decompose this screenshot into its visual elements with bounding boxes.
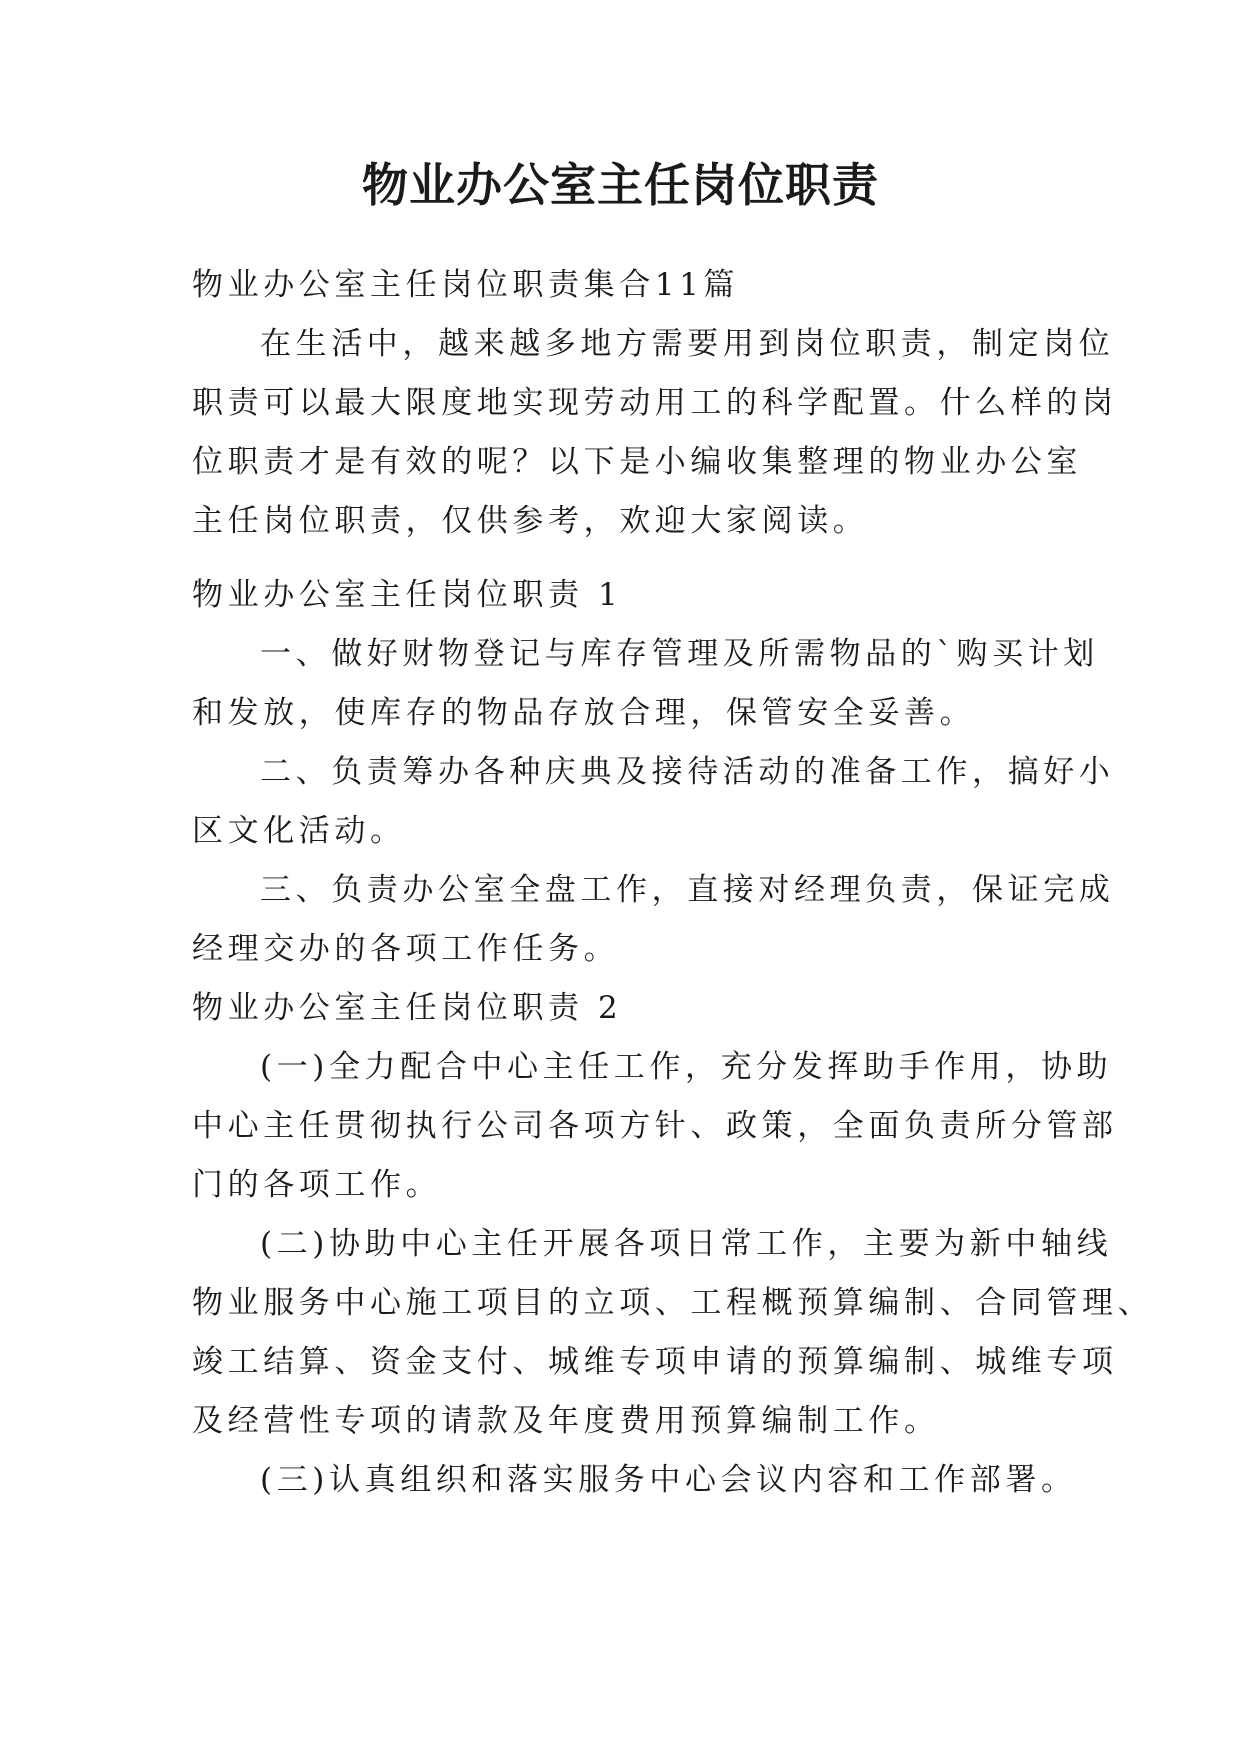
section-line: 门的各项工作。: [192, 1167, 442, 1203]
section-line: (三)认真组织和落实服务中心会议内容和工作部署。: [260, 1462, 1077, 1498]
intro-line: 在生活中，越来越多地方需要用到岗位职责，制定岗位: [260, 326, 1115, 362]
section-line: 区文化活动。: [192, 813, 406, 849]
document-title: 物业办公室主任岗位职责: [362, 158, 879, 212]
section-line: (一)全力配合中心主任工作，充分发挥助手作用，协助: [260, 1049, 1113, 1085]
section-2: [192, 979, 1154, 1510]
section-line: 竣工结算、资金支付、城维专项申请的预算编制、城维专项: [192, 1344, 1118, 1380]
section-line: 三、负责办公室全盘工作，直接对经理负责，保证完成: [260, 872, 1115, 908]
section-line: 二、负责筹办各种庆典及接待活动的准备工作，搞好小: [260, 754, 1115, 790]
section-line: 中心主任贯彻执行公司各项方针、政策，全面负责所分管部: [192, 1108, 1118, 1144]
intro-line: 职责可以最大限度地实现劳动用工的科学配置。什么样的岗: [192, 385, 1118, 421]
section-heading: 物业办公室主任岗位职责 2: [192, 990, 623, 1026]
intro-line: 位职责才是有效的呢？以下是小编收集整理的物业办公室: [192, 444, 1082, 480]
section-1: [192, 566, 1115, 979]
section-line: 经理交办的各项工作任务。: [192, 931, 620, 967]
intro-line: 主任岗位职责，仅供参考，欢迎大家阅读。: [192, 503, 869, 539]
section-line: 和发放，使库存的物品存放合理，保管安全妥善。: [192, 695, 976, 731]
section-line: 及经营性专项的请款及年度费用预算编制工作。: [192, 1403, 940, 1439]
section-line: 一、做好财物登记与库存管理及所需物品的`购买计划: [260, 636, 1099, 672]
section-line: (二)协助中心主任开展各项日常工作，主要为新中轴线: [260, 1226, 1113, 1262]
document-subtitle: 物业办公室主任岗位职责集合11篇: [192, 267, 740, 303]
section-line: 物业服务中心施工项目的立项、工程概预算编制、合同管理、: [192, 1285, 1154, 1321]
intro-block: [192, 256, 1118, 551]
section-heading: 物业办公室主任岗位职责 1: [192, 577, 623, 613]
